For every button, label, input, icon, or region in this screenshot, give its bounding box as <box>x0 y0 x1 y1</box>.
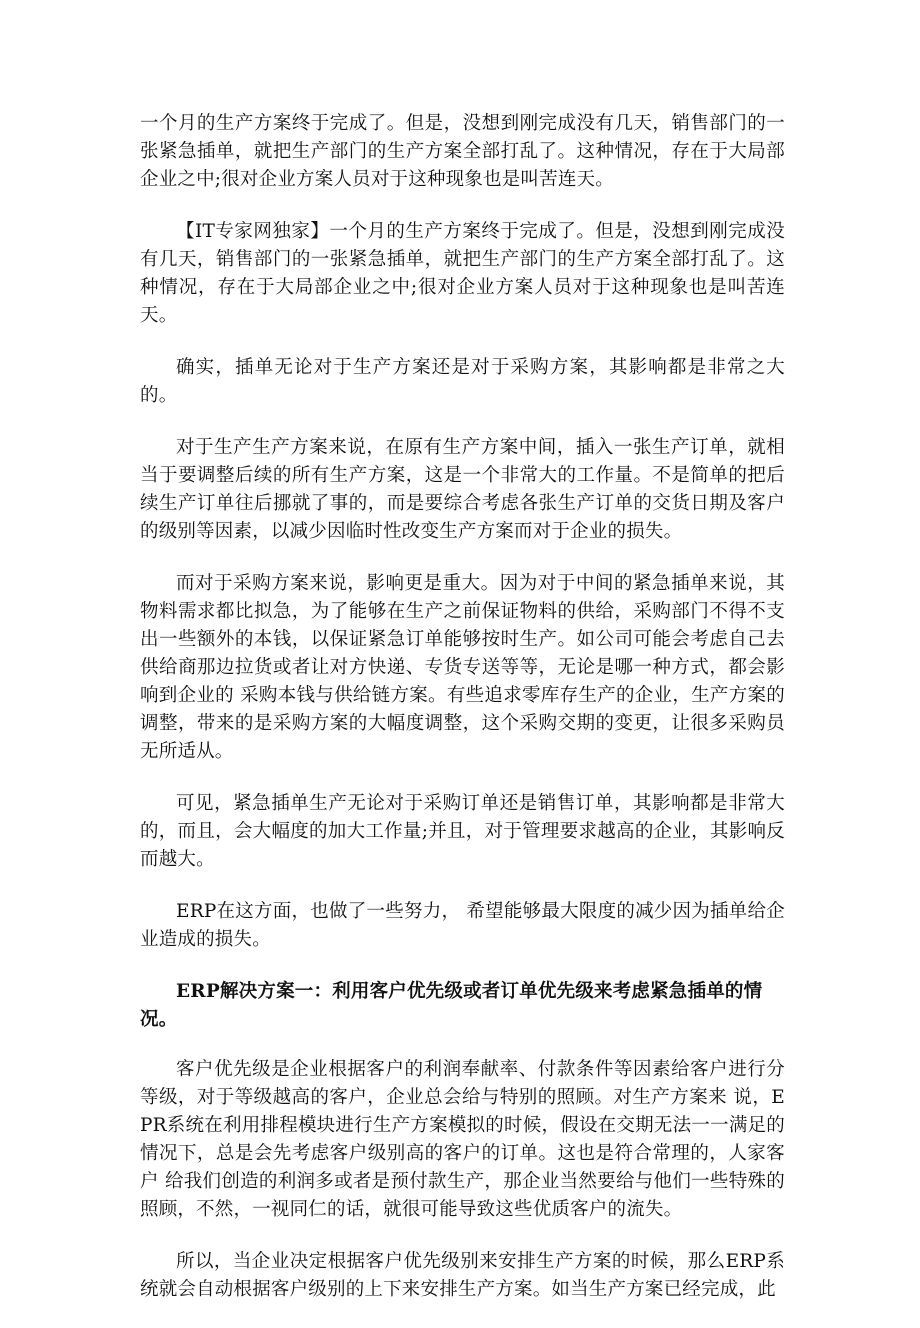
paragraph-8: 客户优先级是企业根据客户的利润奉献率、付款条件等因素给客户进行分等级，对于等级越高的客户，企业总会给与特别的照顾。对生产方案来 说，EPR系统在利用排程模块进行生产方案模拟的时候，假设在交期无法一一满足的情况下，总是会先考虑客户级别高的客户的订单。这也是符合常理的，人家客户 给我们创造的利润多或者是预付款生产，那企业当然要给与他们一些特殊的照顾，不然，一视同仁的话，就很可能导致这些优质客户的流失。 <box>140 1059 785 1220</box>
document-body <box>140 110 785 1328</box>
paragraph-4: 对于生产生产方案来说，在原有生产方案中间，插入一张生产订单，就相当于要调整后续的所有生产方案，这是一个非常大的工作量。不是简单的把后续生产订单往后挪就了事的，而是要综合考虑各张生产订单的交货日期及客户的级别等因素，以减少因临时性改变生产方案而对于企业的损失。 <box>140 437 785 542</box>
paragraph-6: 可见，紧急插单生产无论对于采购订单还是销售订单，其影响都是非常大的，而且，会大幅度的加大工作量;并且，对于管理要求越高的企业，其影响反而越大。 <box>140 793 785 870</box>
paragraph-9: 所以，当企业决定根据客户优先级别来安排生产方案的时候，那么ERP系统就会自动根据客户级别的上下来安排生产方案。如当生产方案已经完成，此 <box>140 1251 785 1300</box>
paragraph-7: ERP在这方面，也做了一些努力， 希望能够最大限度的减少因为插单给企业造成的损失。 <box>140 901 785 950</box>
paragraph-2: 【IT专家网独家】一个月的生产方案终于完成了。但是，没想到刚完成没有几天，销售部门的一张紧急插单，就把生产部门的生产方案全部打乱了。这种情况，存在于大局部企业之中;很对企业方案人员对于这种现象也是叫苦连天。 <box>140 221 785 326</box>
section-heading: ERP解决方案一：利用客户优先级或者订单优先级来考虑紧急插单的情况。 <box>140 981 763 1030</box>
paragraph-1: 一个月的生产方案终于完成了。但是，没想到刚完成没有几天，销售部门的一张紧急插单，就把生产部门的生产方案全部打乱了。这种情况，存在于大局部企业之中;很对企业方案人员对于这种现象也是叫苦连天。 <box>140 113 785 190</box>
paragraph-3: 确实，插单无论对于生产方案还是对于采购方案，其影响都是非常之大的。 <box>140 357 785 406</box>
paragraph-5: 而对于采购方案来说，影响更是重大。因为对于中间的紧急插单来说，其物料需求都比拟急，为了能够在生产之前保证物料的供给，采购部门不得不支出一些额外的本钱，以保证紧急订单能够按时生产。如公司可能会考虑自己去供给商那边拉货或者让对方快递、专货专送等等，无论是哪一种方式，都会影响到企业的 采购本钱与供给链方案。有些追求零库存生产的企业，生产方案的调整，带来的是采购方案的大幅度调整，这个采购交期的变更，让很多采购员无所适从。 <box>140 573 785 762</box>
